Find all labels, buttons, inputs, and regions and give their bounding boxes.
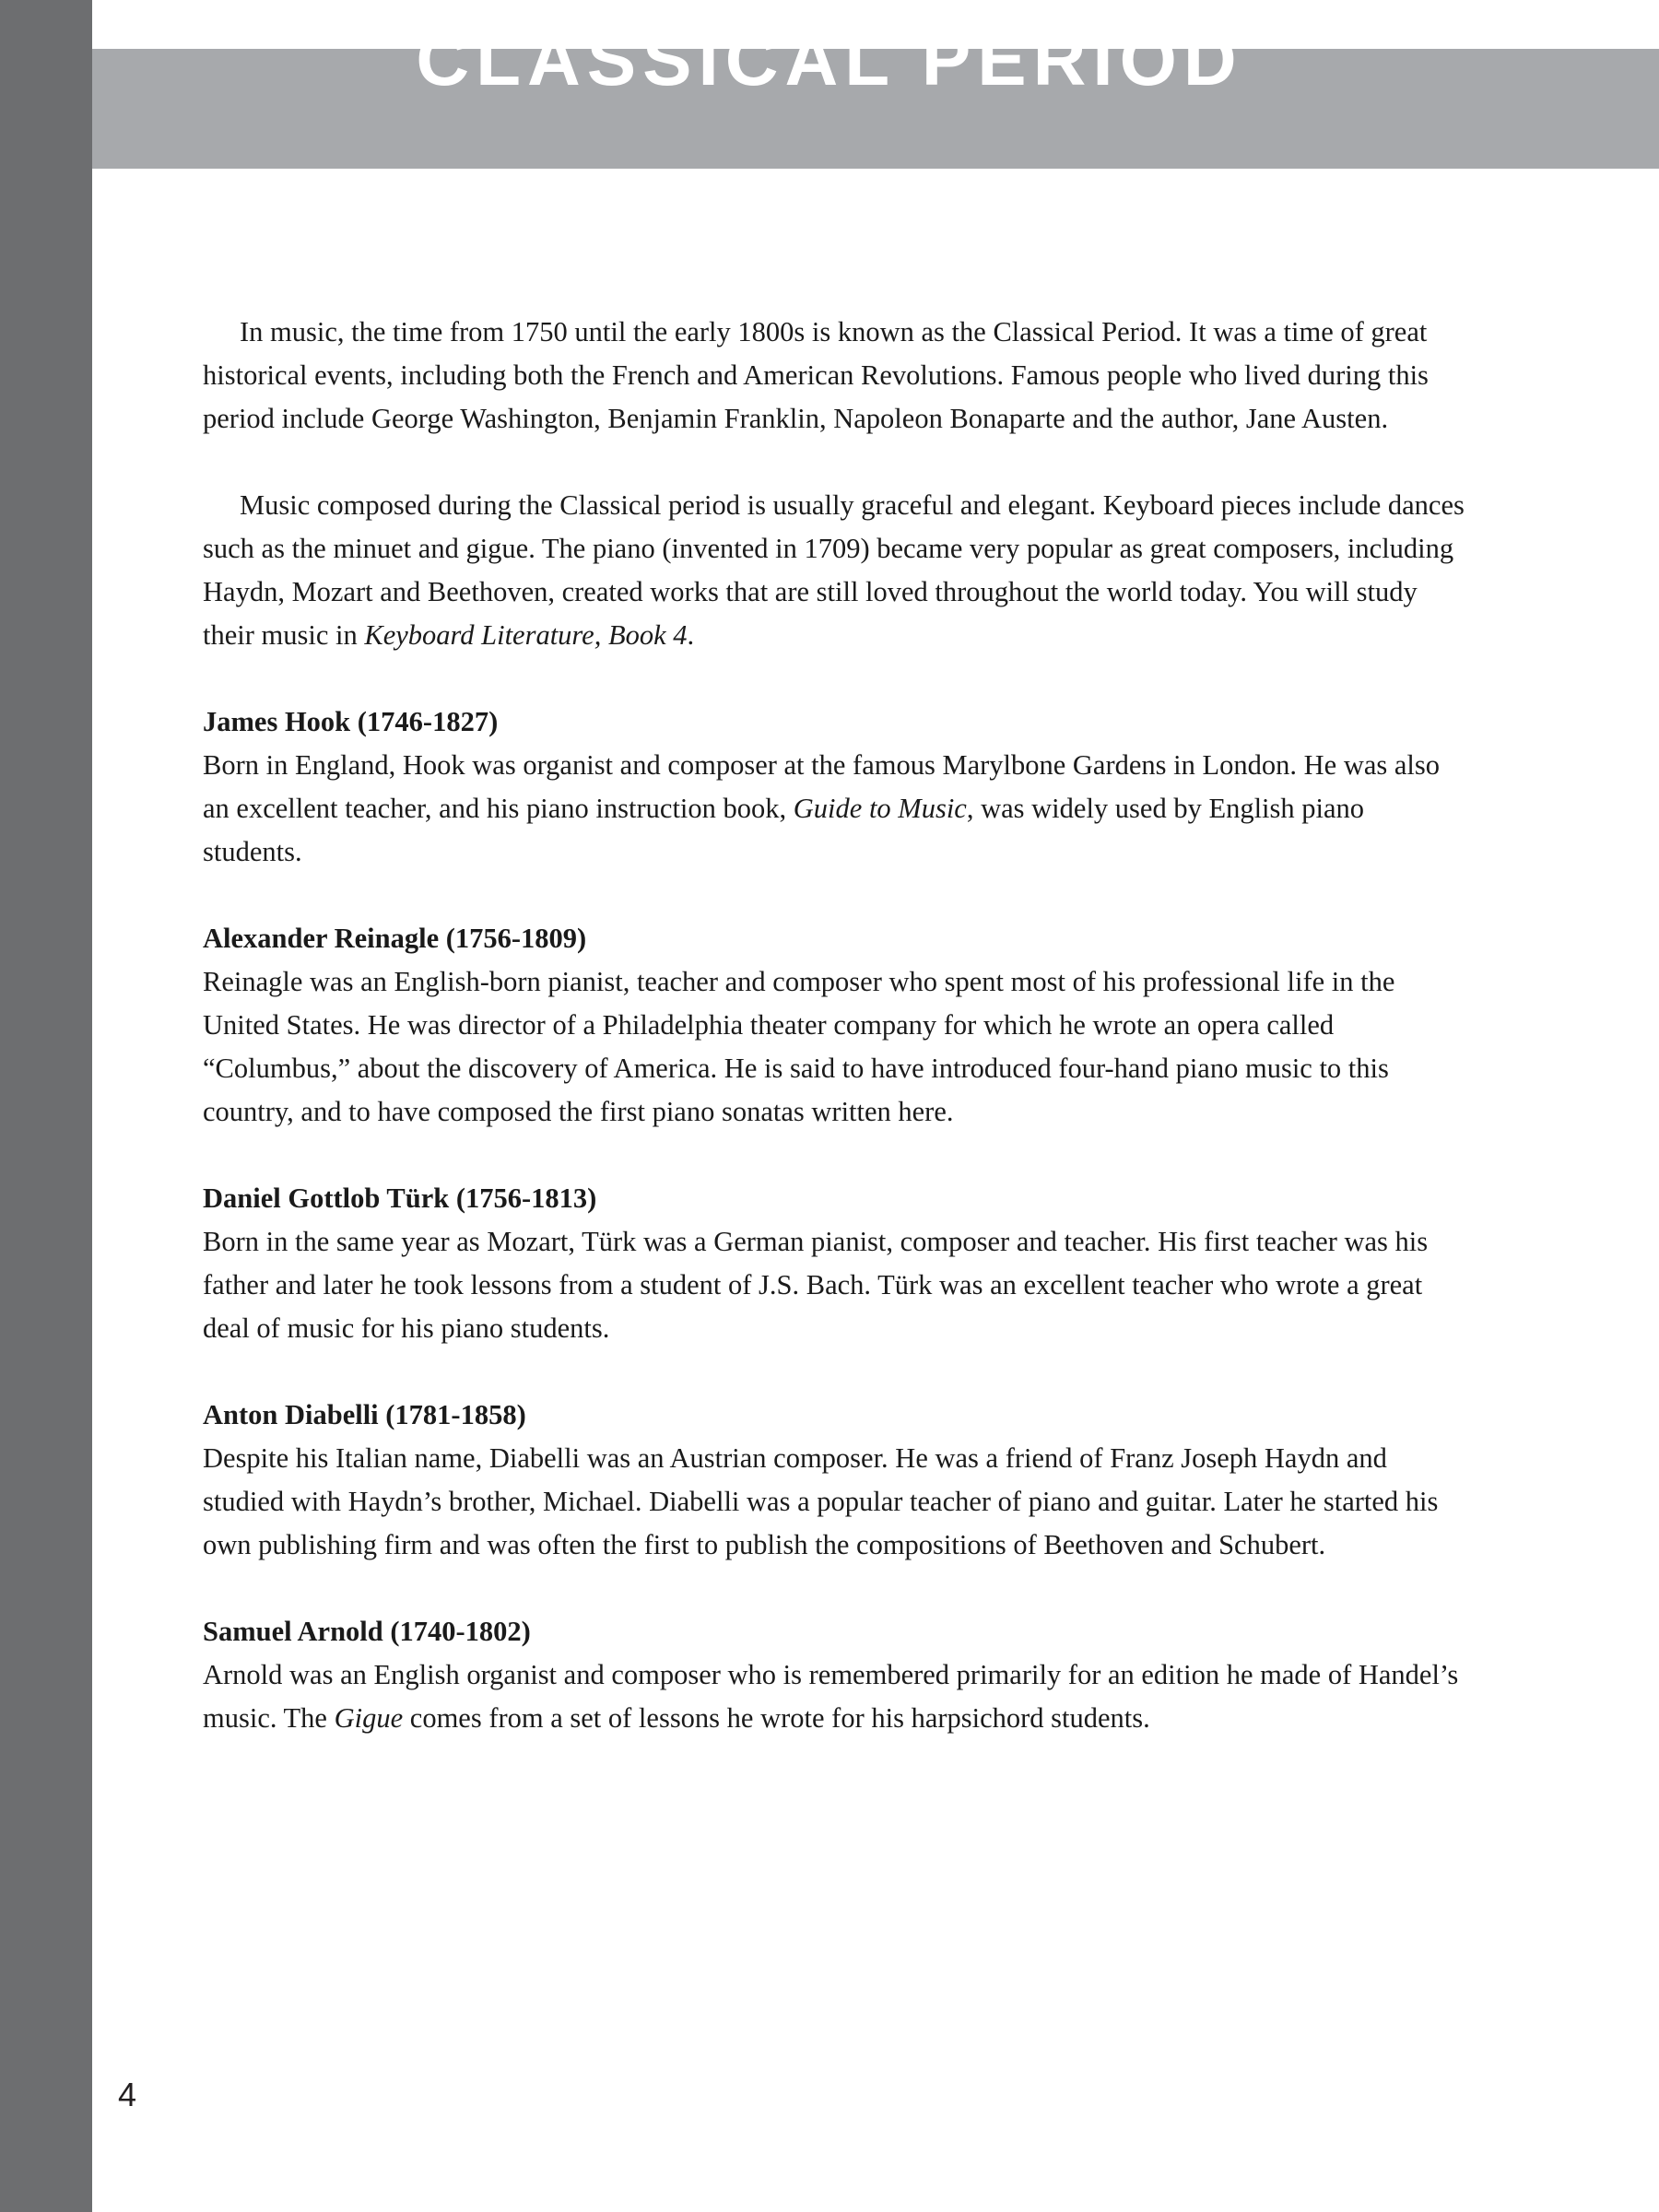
bio-name: James Hook (1746-1827) [203, 706, 499, 737]
bio-text: Reinagle was an English-born pianist, teacher and composer who spent most of his professional life in the United States. He was director of a Philadelphia theater company for which he wrote an opera called “Columbus,” about the discovery of America. He is said to have introduced four-hand piano music to this country, and to have composed the first piano sonatas written here. [203, 966, 1395, 1127]
book-title: Guide to Music [793, 793, 967, 824]
intro-paragraph-1-text: In music, the time from 1750 until the early 1800s is known as the Classical Period. It was a time of great historical events, including both the French and American Revolutions. Famous people who lived during this period include George Washington, Benjamin Franklin, Napoleon Bonaparte and the author, Jane Austen. [203, 316, 1429, 434]
bio-name: Anton Diabelli (1781-1858) [203, 1399, 526, 1430]
intro-paragraph-1 [203, 311, 1470, 441]
page-number: 4 [118, 2076, 137, 2113]
bio-text: Born in the same year as Mozart, Türk was a German pianist, composer and teacher. His first teacher was his father and later he took lessons from a student of J.S. Bach. Türk was an excellent teacher who wrote a great deal of music for his piano students. [203, 1226, 1429, 1344]
bio-text [203, 1653, 1470, 1740]
bio-text-part2: , was widely used by English piano students. [203, 793, 1365, 867]
bio-daniel-turk [203, 1177, 1470, 1350]
bio-text: Despite his Italian name, Diabelli was an Austrian composer. He was a friend of Franz Joseph Haydn and studied with Haydn’s brother, Michael. Diabelli was a popular teacher of piano and guitar. Later he started his own publishing firm and was often the first to publish the compositions of Beethoven and Schubert. [203, 1442, 1439, 1560]
bio-james-hook [203, 700, 1470, 874]
bio-text-part1: Arnold was an English organist and composer who is remembered primarily for an edition he made of Handel’s music. The [203, 1659, 1459, 1734]
book-title: Keyboard Literature, Book 4 [364, 619, 688, 651]
bio-name: Samuel Arnold (1740-1802) [203, 1616, 531, 1647]
bio-text [203, 744, 1470, 874]
side-bar [0, 0, 92, 2212]
piece-title: Gigue [334, 1702, 404, 1734]
intro-paragraph-2-text: Music composed during the Classical period is usually graceful and elegant. Keyboard pieces include dances such as the minuet and gigue. The piano (invented in 1709) became very popular as great composers, including Haydn, Mozart and Beethoven, created works that are still loved throughout the world today. You will study their music in [203, 489, 1465, 651]
intro-paragraph-2-end: . [687, 619, 695, 651]
intro-paragraph-2 [203, 484, 1470, 657]
bio-samuel-arnold [203, 1610, 1470, 1740]
bio-name: Daniel Gottlob Türk (1756-1813) [203, 1182, 597, 1214]
bio-anton-diabelli [203, 1394, 1470, 1567]
bio-text-part2: comes from a set of lessons he wrote for his harpsichord students. [403, 1702, 1150, 1734]
content-body [203, 311, 1470, 1783]
page-title: CLASSICAL PERIOD [416, 18, 1243, 100]
bio-text-part1: Born in England, Hook was organist and composer at the famous Marylbone Gardens in London. He was also an excellent teacher, and his piano instruction book, [203, 749, 1441, 824]
bio-name: Alexander Reinagle (1756-1809) [203, 923, 587, 954]
bio-alexander-reinagle [203, 917, 1470, 1134]
